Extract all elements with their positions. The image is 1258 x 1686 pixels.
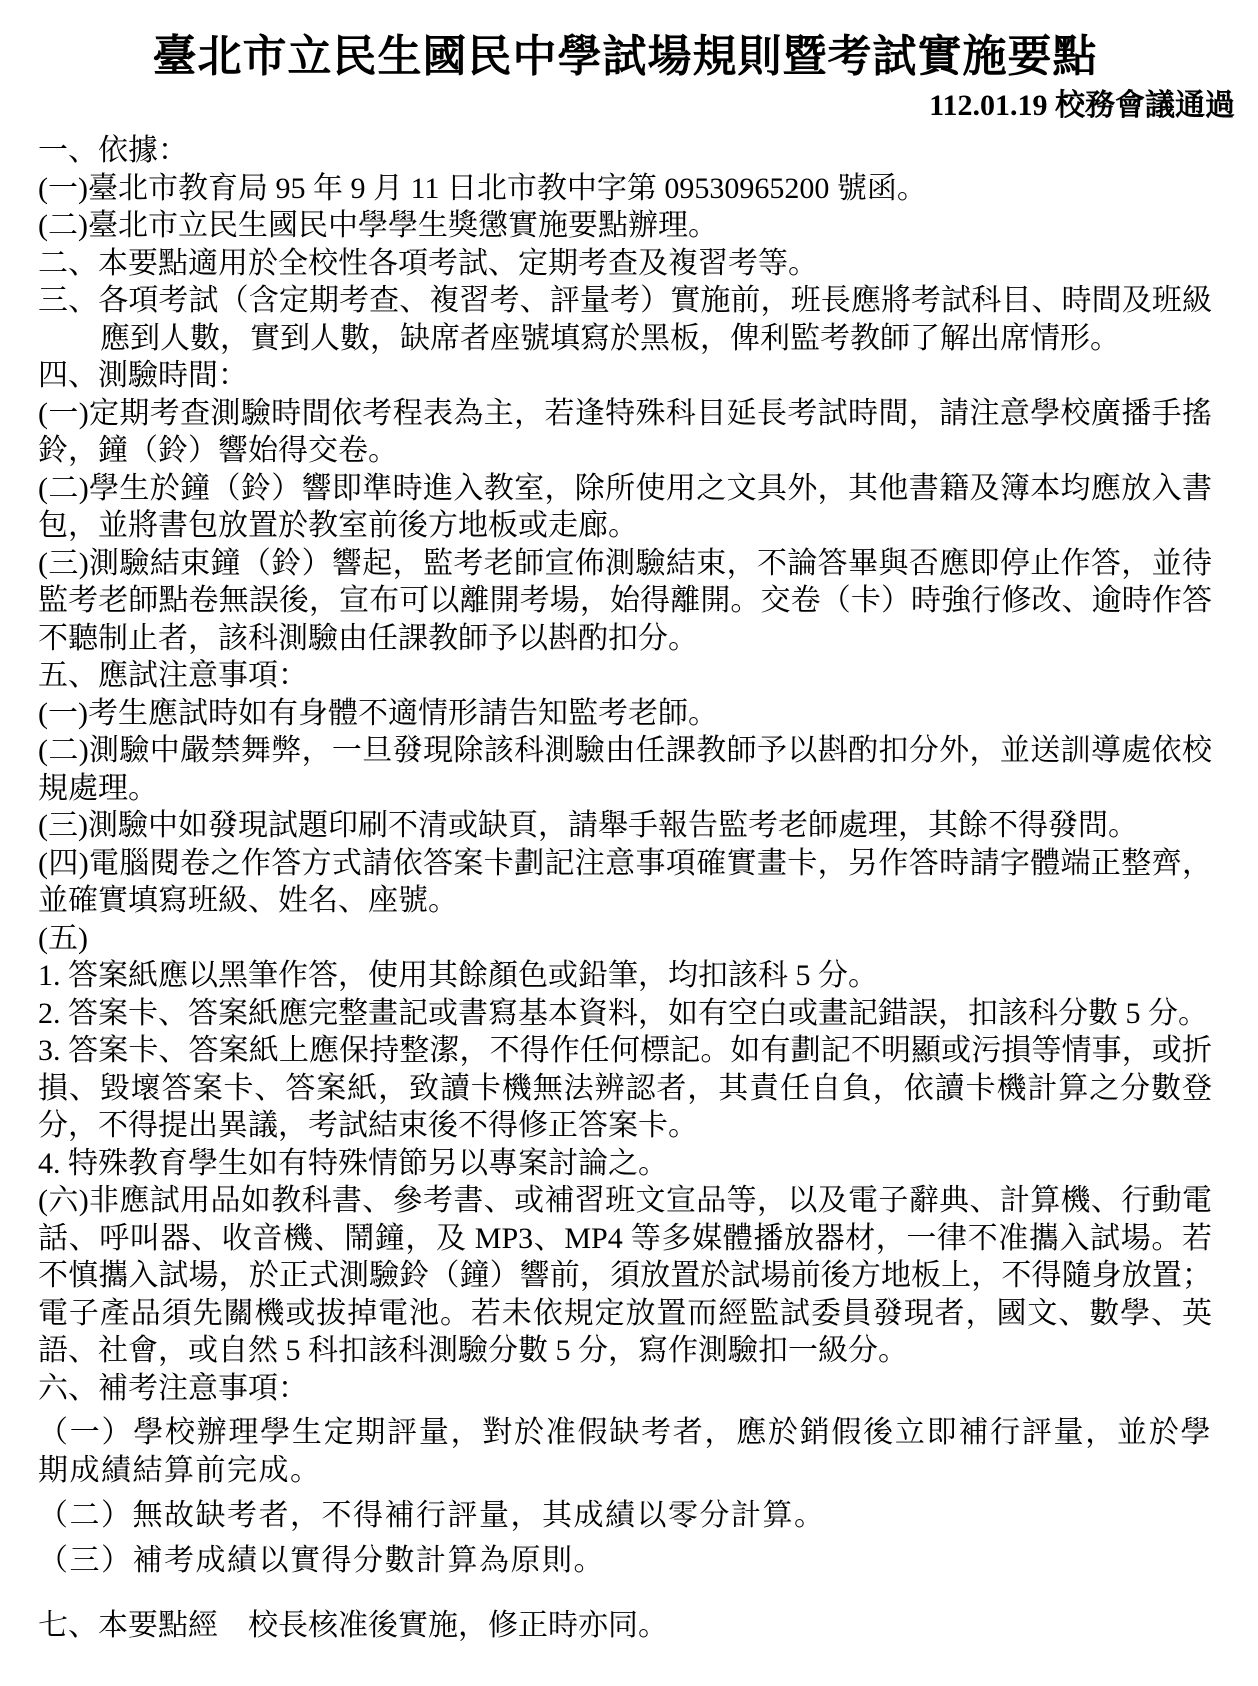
document-body xyxy=(38,132,1212,1645)
paragraph: (二)臺北市立民生國民中學學生獎懲實施要點辦理。 xyxy=(38,209,718,242)
paragraph: 四、測驗時間： xyxy=(38,359,248,392)
paragraph: (二)學生於鐘（鈴）響即準時進入教室，除所使用之文具外，其他書籍及簿本均應放入書包，並將書包放置於教室前後方地板或走廊。 xyxy=(38,471,1212,542)
paragraph: 七、本要點經 校長核准後實施，修正時亦同。 xyxy=(38,1609,668,1642)
paragraph: (三)測驗中如發現試題印刷不清或缺頁，請舉手報告監考老師處理，其餘不得發問。 xyxy=(38,809,1138,842)
paragraph: (一)定期考查測驗時間依考程表為主，若逢特殊科目延長考試時間，請注意學校廣播手搖鈴，鐘（鈴）響始得交卷。 xyxy=(38,396,1212,467)
paragraph: 五、應試注意事項： xyxy=(38,659,308,692)
paragraph: (二)測驗中嚴禁舞弊，一旦發現除該科測驗由任課教師予以斟酌扣分外，並送訓導處依校規處理。 xyxy=(38,734,1212,805)
paragraph: 1. 答案紙應以黑筆作答，使用其餘顏色或鉛筆，均扣該科 5 分。 xyxy=(38,959,878,992)
paragraph: 三、各項考試（含定期考查、複習考、評量考）實施前，班長應將考試科目、時間及班級應到人數，實到人數，缺席者座號填寫於黑板，俾利監考教師了解出席情形。 xyxy=(38,284,1212,355)
paragraph: 3. 答案卡、答案紙上應保持整潔，不得作任何標記。如有劃記不明顯或污損等情事，或折損、毀壞答案卡、答案紙，致讀卡機無法辨認者，其責任自負，依讀卡機計算之分數登分，不得提出異議，考試結束後不得修正答案卡。 xyxy=(38,1034,1212,1142)
paragraph: （三）補考成績以實得分數計算為原則。 xyxy=(38,1544,605,1577)
paragraph: (一)臺北市教育局 95 年 9 月 11 日北市教中字第 09530965200 號函。 xyxy=(38,171,927,205)
paragraph: (五) xyxy=(38,921,88,955)
paragraph: (四)電腦閱卷之作答方式請依答案卡劃記注意事項確實畫卡，另作答時請字體端正整齊，並確實填寫班級、姓名、座號。 xyxy=(38,846,1212,917)
paragraph: （一）學校辦理學生定期評量，對於准假缺考者，應於銷假後立即補行評量，並於學期成績結算前完成。 xyxy=(38,1416,1212,1487)
paragraph: (六)非應試用品如教科書、參考書、或補習班文宣品等，以及電子辭典、計算機、行動電話、呼叫器、收音機、鬧鐘，及 MP3、MP4 等多媒體播放器材，一律不准攜入試場。若不慎攜入試場，於正式測驗鈴（鐘）響前，須放置於試場前後方地板上，不得隨身放置；電子產品須先關機或拔掉電池。若未依規定放置而經監試委員發現者，國文、數學、英語、社會，或自然 5 科扣該科測驗分數 5 分，寫作測驗扣一級分。 xyxy=(38,1184,1212,1367)
paragraph: 4. 特殊教育學生如有特殊情節另以專案討論之。 xyxy=(38,1146,668,1180)
paragraph: 六、補考注意事項： xyxy=(38,1371,308,1405)
paragraph: 2. 答案卡、答案紙應完整畫記或書寫基本資料，如有空白或畫記錯誤，扣該科分數 5 分。 xyxy=(38,996,1208,1030)
paragraph: 二、本要點適用於全校性各項考試、定期考查及複習考等。 xyxy=(38,246,818,280)
paragraph: （二）無故缺考者，不得補行評量，其成績以零分計算。 xyxy=(38,1499,826,1532)
approval-note: 112.01.19 校務會議通過 xyxy=(929,89,1235,122)
document-title: 臺北市立民生國民中學試場規則暨考試實施要點 xyxy=(152,32,1098,81)
paragraph: (一)考生應試時如有身體不適情形請告知監考老師。 xyxy=(38,696,718,730)
paragraph: (三)測驗結束鐘（鈴）響起，監考老師宣佈測驗結束，不論答畢與否應即停止作答，並待監考老師點卷無誤後，宣布可以離開考場，始得離開。交卷（卡）時強行修改、逾時作答不聽制止者，該科測驗由任課教師予以斟酌扣分。 xyxy=(38,546,1212,655)
paragraph: 一、依據： xyxy=(38,134,188,167)
